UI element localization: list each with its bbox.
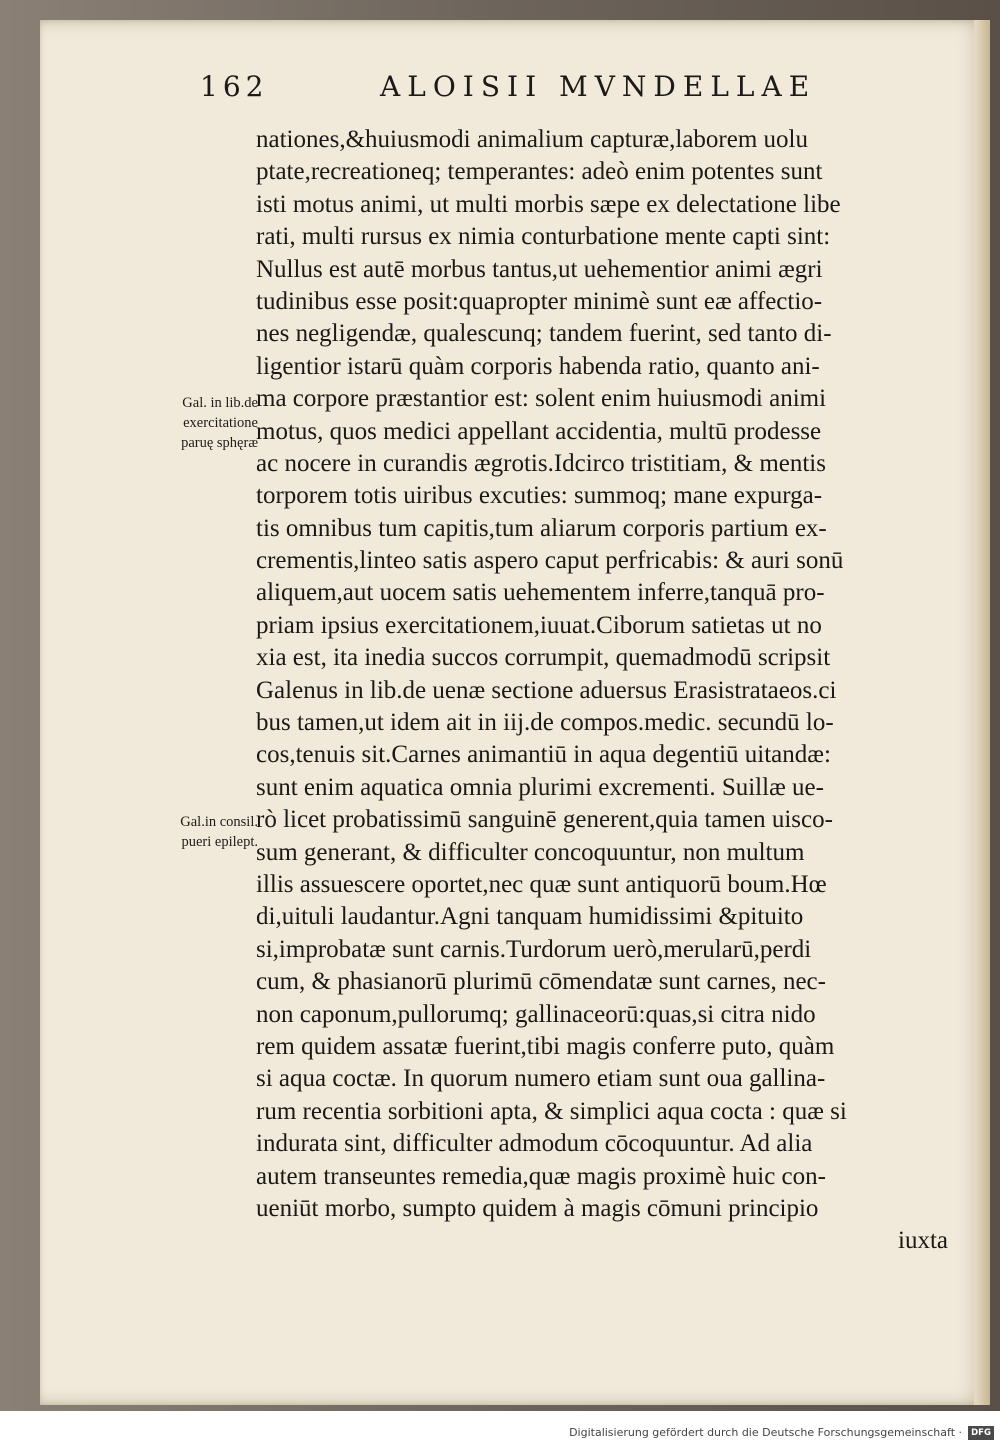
footer-bar bbox=[0, 1411, 1000, 1447]
text-line: ma corpore præstantior est: solent enim huiusmodi animi bbox=[256, 385, 827, 413]
dfg-logo-icon: DFG bbox=[968, 1426, 994, 1440]
text-line: xia est, ita inedia succos corrumpit, quemadmodū scripsit bbox=[256, 644, 831, 672]
margin-note-galen-exercitatione: Gal. in lib.de exercitatione paruę sphęræ bbox=[181, 395, 258, 451]
text-line: illis assuescere oportet,nec quæ sunt antiquorū boum.Hœ bbox=[256, 870, 827, 898]
text-line: motus, quos medici appellant accidentia, multū prodesse bbox=[256, 417, 822, 445]
running-title: ALOISII MVNDELLAE bbox=[380, 70, 817, 103]
text-line: indurata sint, difficulter admodum cōcoquuntur. Ad alia bbox=[256, 1130, 813, 1158]
text-line: non caponum,pullorumq; gallinaceorū:quas,si citra nido bbox=[256, 1000, 816, 1028]
text-line: nationes,&huiusmodi animalium capturæ,laborem uolu bbox=[256, 126, 808, 153]
text-line: cum, & phasianorū plurimū cōmendatæ sunt carnes, nec- bbox=[256, 968, 826, 996]
text-line: rati, multi rursus ex nimia conturbatione mente capti sint: bbox=[256, 223, 831, 251]
text-line: rò licet probatissimū sanguinē generent,quia tamen uisco- bbox=[256, 806, 833, 834]
text-line: rum recentia sorbitioni apta, & simplici aqua cocta : quæ si bbox=[256, 1097, 847, 1125]
text-line: ueniūt morbo, sumpto quidem à magis cōmuni principio bbox=[256, 1194, 819, 1222]
text-line: priam ipsius exercitationem,iuuat.Ciborum satietas ut no bbox=[256, 611, 822, 639]
margin-note-galen-consilium: Gal.in consil. pueri epilept. bbox=[180, 814, 258, 850]
body-text bbox=[256, 124, 956, 1258]
text-line: isti motus animi, ut multi morbis sæpe ex delectatione libe bbox=[256, 190, 841, 218]
text-line: ligentior istarū quàm corporis habenda ratio, quanto ani- bbox=[256, 352, 820, 380]
text-line: ac nocere in curandis ægrotis.Idcirco tristitiam, & mentis bbox=[256, 449, 826, 477]
text-line: sunt enim aquatica omnia plurimi excrementi. Suillæ ue- bbox=[256, 773, 824, 801]
text-line: rem quidem assatæ fuerint,tibi magis conferre puto, quàm bbox=[256, 1032, 835, 1060]
text-line: torporem totis uiribus excuties: summoq; mane expurga- bbox=[256, 482, 823, 510]
text-line: bus tamen,ut idem ait in iij.de compos.medic. secundū lo- bbox=[256, 709, 834, 737]
text-line: Galenus in lib.de uenæ sectione aduersus Erasistrataeos.ci bbox=[256, 676, 837, 704]
page-number: 162 bbox=[200, 70, 269, 103]
page-edge bbox=[974, 20, 990, 1405]
text-line: crementis,linteo satis aspero caput perfricabis: & auri sonū bbox=[256, 547, 844, 575]
page-header bbox=[200, 70, 840, 116]
text-line: autem transeuntes remedia,quæ magis proximè huic con- bbox=[256, 1162, 826, 1190]
text-line: cos,tenuis sit.Carnes animantiū in aqua degentiū uitandæ: bbox=[256, 741, 831, 769]
text-line: si,improbatæ sunt carnis.Turdorum uerò,merularū,perdi bbox=[256, 935, 812, 963]
text-line: Nullus est autē morbus tantus,ut uehementior animi ægri bbox=[256, 255, 823, 283]
text-line: si aqua coctæ. In quorum numero etiam sunt oua gallina- bbox=[256, 1065, 826, 1093]
text-line: aliquem,aut uocem satis uehementem inferre,tanquā pro- bbox=[256, 579, 825, 607]
text-line: tudinibus esse posit:quapropter minimè sunt eæ affectio- bbox=[256, 287, 823, 315]
text-line: sum generant, & difficulter concoquuntur, non multum bbox=[256, 838, 805, 866]
text-line: di,uituli laudantur.Agni tanquam humidissimi &pituito bbox=[256, 903, 804, 931]
funding-credit: Digitalisierung gefördert durch die Deutsche Forschungsgemeinschaft · bbox=[569, 1426, 962, 1439]
text-line: nes negligendæ, qualescunq; tandem fuerint, sed tanto di- bbox=[256, 320, 832, 348]
catchword: iuxta bbox=[898, 1227, 948, 1255]
text-line: ptate,recreationeq; temperantes: adeò enim potentes sunt bbox=[256, 158, 823, 186]
text-line: tis omnibus tum capitis,tum aliarum corporis partium ex- bbox=[256, 514, 827, 542]
